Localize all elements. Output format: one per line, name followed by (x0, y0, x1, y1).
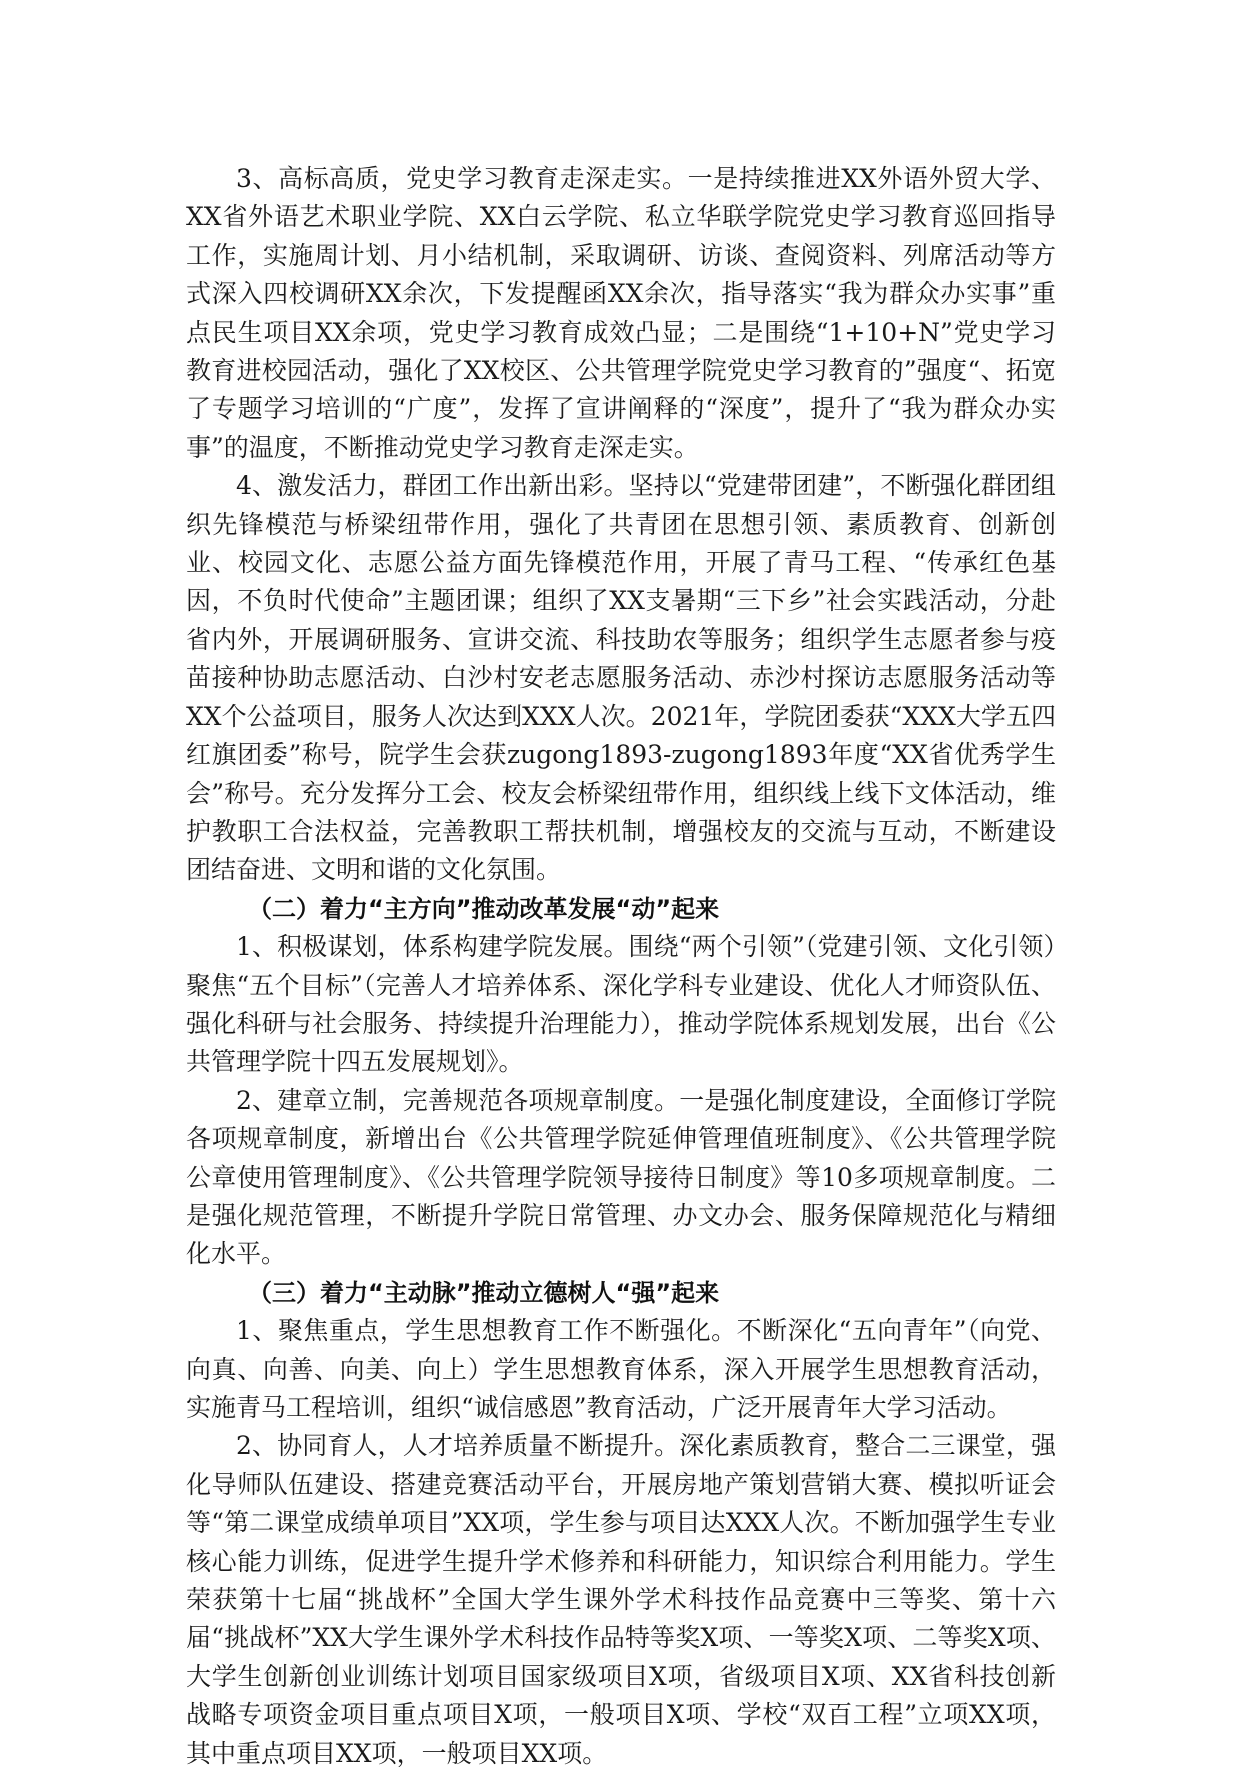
section-heading-reform-development: （二）着力“主方向”推动改革发展“动”起来 (248, 894, 720, 923)
paragraph-college-planning: 1、积极谋划，体系构建学院发展。围绕“两个引领”（党建引领、文化引领）聚焦“五个目标”（完善人才培养体系、深化学科专业建设、优化人才师资队伍、强化科研与社会服务、持续提升治理能力），推动学院体系规划发展，出台《公共管理学院十四五发展规划》。 (186, 932, 1056, 1077)
document-page (186, 160, 1056, 1773)
paragraph-group-work: 4、激发活力，群团工作出新出彩。坚持以“党建带团建”，不断强化群团组织先锋模范与桥梁纽带作用，强化了共青团在思想引领、素质教育、创新创业、校园文化、志愿公益方面先锋模范作用，开展了青马工程、“传承红色基因，不负时代使命”主题团课；组织了XX支暑期“三下乡”社会实践活动，分赴省内外，开展调研服务、宣讲交流、科技助农等服务；组织学生志愿者参与疫苗接种协助志愿活动、白沙村安老志愿服务活动、赤沙村探访志愿服务活动等XX个公益项目，服务人次达到XXX人次。2021年，学院团委获“XXX大学五四红旗团委”称号，院学生会获zugong1893-zugong1893年度“XX省优秀学生会”称号。充分发挥分工会、校友会桥梁纽带作用，组织线上线下文体活动，维护教职工合法权益，完善教职工帮扶机制，增强校友的交流与互动，不断建设团结奋进、文明和谐的文化氛围。 (186, 471, 1056, 885)
paragraph-talent-cultivation: 2、协同育人，人才培养质量不断提升。深化素质教育，整合二三课堂，强化导师队伍建设、搭建竞赛活动平台，开展房地产策划营销大赛、模拟听证会等“第二课堂成绩单项目”XX项，学生参与项目达XXX人次。不断加强学生专业核心能力训练，促进学生提升学术修养和科研能力，知识综合利用能力。学生荣获第十七届“挑战杯”全国大学生课外学术科技作品竞赛中三等奖、第十六届“挑战杯”XX大学生课外学术科技作品特等奖X项、一等奖X项、二等奖X项、大学生创新创业训练计划项目国家级项目X项，省级项目X项、XX省科技创新战略专项资金项目重点项目X项，一般项目X项、学校“双百工程”立项XX项，其中重点项目XX项，一般项目XX项。 (186, 1431, 1056, 1768)
paragraph-regulations: 2、建章立制，完善规范各项规章制度。一是强化制度建设，全面修订学院各项规章制度，新增出台《公共管理学院延伸管理值班制度》、《公共管理学院公章使用管理制度》、《公共管理学院领导接待日制度》等10多项规章制度。二是强化规范管理，不断提升学院日常管理、办文办会、服务保障规范化与精细化水平。 (186, 1085, 1056, 1269)
paragraph-ideological-education: 1、聚焦重点，学生思想教育工作不断强化。不断深化“五向青年”（向党、向真、向善、向美、向上）学生思想教育体系，深入开展学生思想教育活动，实施青马工程培训，组织“诚信感恩”教育活动，广泛开展青年大学习活动。 (186, 1316, 1056, 1422)
section-heading-moral-education: （三）着力“主动脉”推动立德树人“强”起来 (248, 1278, 720, 1307)
paragraph-party-history-education: 3、高标高质，党史学习教育走深走实。一是持续推进XX外语外贸大学、XX省外语艺术职业学院、XX白云学院、私立华联学院党史学习教育巡回指导工作，实施周计划、月小结机制，采取调研、访谈、查阅资料、列席活动等方式深入四校调研XX余次，下发提醒函XX余次，指导落实“我为群众办实事”重点民生项目XX余项，党史学习教育成效凸显；二是围绕“1+10+N”党史学习教育进校园活动，强化了XX校区、公共管理学院党史学习教育的”强度“、拓宽了专题学习培训的“广度”，发挥了宣讲阐释的“深度”，提升了“我为群众办实事”的温度，不断推动党史学习教育走深走实。 (186, 164, 1056, 462)
